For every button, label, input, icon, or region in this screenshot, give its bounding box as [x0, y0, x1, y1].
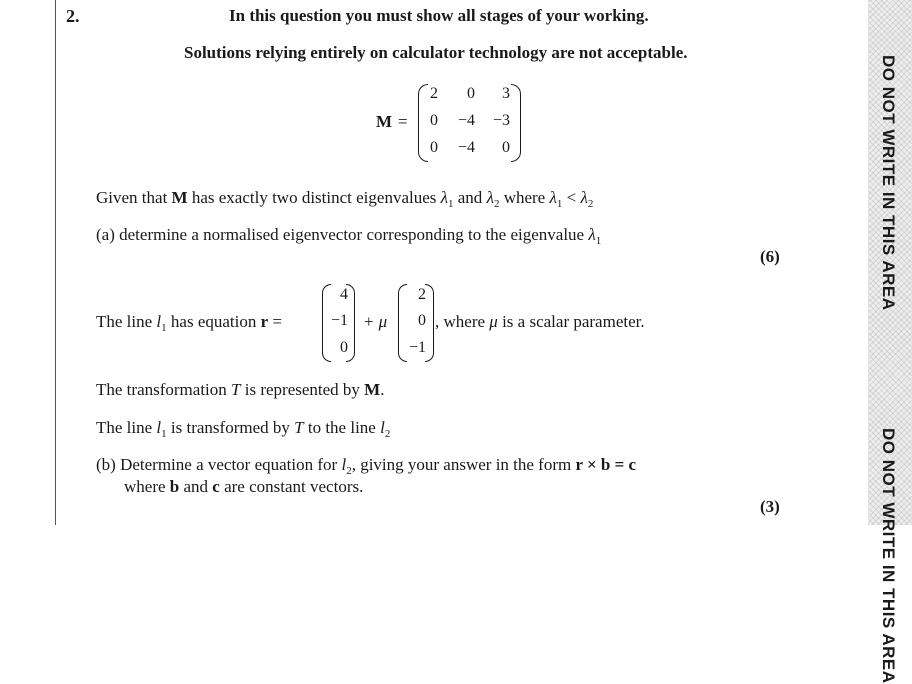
margin-warning-lower: DO NOT WRITE IN THIS AREA — [879, 428, 898, 684]
vector-a-cell: −1 — [330, 312, 348, 329]
matrix-cell: −4 — [457, 112, 475, 129]
instruction-working: In this question you must show all stages of your working. — [229, 6, 649, 25]
matrix-cell: 0 — [467, 85, 475, 102]
matrix-cell: −3 — [492, 112, 510, 129]
transformation-text: The transformation T is represented by M. — [96, 380, 385, 399]
question-number: 2. — [66, 6, 80, 26]
matrix-cell: 0 — [430, 139, 438, 156]
vector-a-cell: 0 — [340, 339, 348, 356]
part-a-text: (a) determine a normalised eigenvector corresponding to the eigenvalue $\lambda_1$ — [96, 225, 602, 247]
matrix-label: M = — [376, 112, 408, 131]
matrix-cell: 0 — [502, 139, 510, 156]
matrix-cell: 0 — [430, 112, 438, 129]
given-eigenvalues-text: Given that M has exactly two distinct eigenvalues $\lambda_1$ and $\lambda_2$ where $\lambda_1 < \lambda_2$ — [96, 188, 594, 210]
vector-b-cell: −1 — [408, 339, 426, 356]
part-b-text: (b) Determine a vector equation for $l_2$, giving your answer in the form r × b = c — [96, 455, 637, 477]
part-a-marks: (6) — [760, 247, 780, 266]
vector-a-cell: 4 — [340, 286, 348, 303]
matrix-cell: −4 — [457, 139, 475, 156]
transformed-line-text: The line $l_1$ is transformed by T to the line $l_2$ — [96, 418, 391, 440]
instruction-calculator: Solutions relying entirely on calculator technology are not acceptable. — [184, 43, 688, 62]
line-l1-intro: The line $l_1$ has equation r = — [96, 312, 282, 334]
part-b-marks: (3) — [760, 497, 780, 516]
left-margin-rule — [55, 0, 56, 525]
line-l1-parameter-text: , where μ is a scalar parameter. — [435, 312, 645, 331]
matrix-cell: 3 — [502, 85, 510, 102]
part-b-line2: where b and c are constant vectors. — [124, 477, 364, 496]
plus-mu: + μ — [364, 312, 388, 331]
margin-warning-upper: DO NOT WRITE IN THIS AREA — [879, 55, 898, 311]
vector-b-cell: 2 — [418, 286, 426, 303]
matrix-cell: 2 — [430, 85, 438, 102]
matrix-right-bracket — [511, 84, 521, 162]
vector-b-cell: 0 — [418, 312, 426, 329]
vector-b-right-bracket — [425, 284, 434, 362]
